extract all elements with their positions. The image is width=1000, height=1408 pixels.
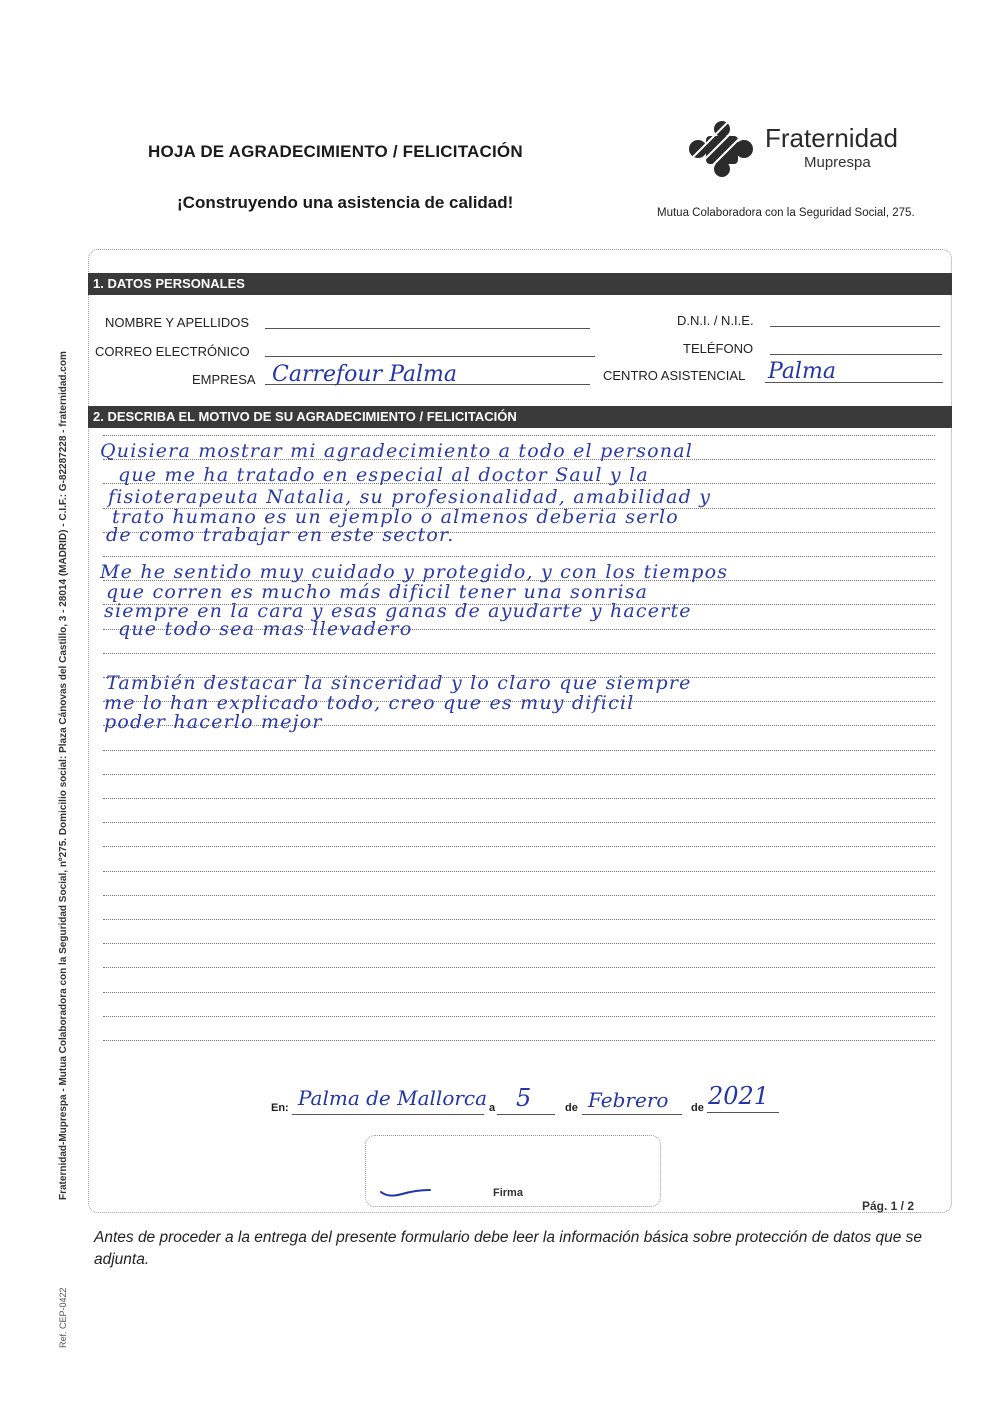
company-value: Carrefour Palma bbox=[272, 362, 458, 387]
month-value: Febrero bbox=[588, 1088, 669, 1112]
message-line: siempre en la cara y esas ganas de ayudarte y hacerte bbox=[104, 600, 692, 622]
writing-line bbox=[103, 556, 935, 557]
writing-line bbox=[103, 871, 935, 872]
side-reference: Ref. CEP-0422 bbox=[58, 1287, 68, 1348]
writing-line bbox=[103, 822, 935, 823]
center-label: CENTRO ASISTENCIAL bbox=[603, 368, 746, 383]
email-label: CORREO ELECTRÓNICO bbox=[95, 344, 250, 359]
place-value: Palma de Mallorca bbox=[298, 1086, 488, 1110]
message-line: Me he sentido muy cuidado y protegido, y con los tiempos bbox=[100, 561, 729, 583]
company-label: EMPRESA bbox=[192, 372, 256, 387]
data-protection-notice: Antes de proceder a la entrega del presente formulario debe leer la información básica sobre protección de datos que se adjunta. bbox=[94, 1229, 923, 1268]
writing-line bbox=[103, 943, 935, 944]
email-field[interactable] bbox=[265, 356, 595, 357]
year-field[interactable] bbox=[707, 1112, 779, 1113]
message-line: trato humano es un ejemplo o almenos deberia serlo bbox=[112, 506, 679, 528]
dni-field[interactable] bbox=[770, 326, 940, 327]
message-line: de como trabajar en este sector. bbox=[106, 524, 455, 546]
writing-line bbox=[103, 1040, 935, 1041]
document-subtitle: ¡Construyendo una asistencia de calidad! bbox=[177, 193, 514, 212]
writing-line bbox=[103, 774, 935, 775]
message-line: También destacar la sinceridad y lo claro que siempre bbox=[106, 672, 692, 694]
de-label-2: de bbox=[691, 1102, 704, 1114]
de-label-1: de bbox=[565, 1102, 578, 1114]
logo-sub: Muprespa bbox=[804, 154, 871, 171]
document-title: HOJA DE AGRADECIMIENTO / FELICITACIÓN bbox=[148, 142, 523, 161]
fraternidad-logo-icon bbox=[686, 120, 756, 178]
place-field[interactable] bbox=[292, 1114, 484, 1115]
writing-line bbox=[103, 653, 935, 654]
message-line: me lo han explicado todo, creo que es muy dificil bbox=[104, 692, 635, 714]
writing-line bbox=[103, 798, 935, 799]
place-label: En: bbox=[271, 1102, 289, 1114]
writing-line bbox=[103, 967, 935, 968]
month-field[interactable] bbox=[582, 1114, 682, 1115]
writing-line bbox=[103, 895, 935, 896]
mutua-text: Mutua Colaboradora con la Seguridad Social, 275. bbox=[657, 207, 915, 219]
name-label: NOMBRE Y APELLIDOS bbox=[105, 315, 250, 330]
message-line: Quisiera mostrar mi agradecimiento a todo el personal bbox=[100, 440, 693, 462]
writing-line bbox=[103, 1016, 935, 1017]
name-field[interactable] bbox=[265, 328, 590, 329]
writing-line bbox=[103, 992, 935, 993]
message-line: que todo sea mas llevadero bbox=[118, 618, 413, 640]
message-line: fisioterapeuta Natalia, su profesionalidad, amabilidad y bbox=[108, 486, 712, 508]
signature-label: Firma bbox=[493, 1187, 523, 1199]
signature-stroke-icon bbox=[378, 1180, 438, 1200]
phone-label: TELÉFONO bbox=[683, 341, 754, 356]
writing-line bbox=[103, 919, 935, 920]
day-field[interactable] bbox=[497, 1114, 555, 1115]
side-legal-text: Fraternidad-Muprespa - Mutua Colaboradora con la Seguridad Social, nº275. Domicilio social: Plaza Cánovas del Castillo, 3 - 28014 (MADRID) - C.I.F.: G-82287228 - fraternidad.com bbox=[58, 351, 69, 1200]
logo-name: Fraternidad bbox=[765, 123, 898, 153]
section-1-heading: 1. DATOS PERSONALES bbox=[88, 273, 952, 295]
center-value: Palma bbox=[768, 359, 836, 384]
writing-line bbox=[103, 750, 935, 751]
section-2-heading: 2. DESCRIBA EL MOTIVO DE SU AGRADECIMIENTO / FELICITACIÓN bbox=[88, 406, 952, 428]
phone-field[interactable] bbox=[770, 354, 942, 355]
day-value: 5 bbox=[516, 1084, 532, 1112]
year-value: 2021 bbox=[708, 1082, 770, 1110]
writing-line bbox=[103, 435, 935, 436]
message-line: que corren es mucho más dificil tener una sonrisa bbox=[106, 581, 649, 603]
message-line: poder hacerlo mejor bbox=[104, 711, 323, 733]
a-label: a bbox=[489, 1102, 496, 1114]
page-number: Pág. 1 / 2 bbox=[862, 1199, 915, 1213]
message-line: que me ha tratado en especial al doctor Saul y la bbox=[118, 464, 649, 486]
dni-label: D.N.I. / N.I.E. bbox=[677, 313, 754, 328]
writing-line bbox=[103, 846, 935, 847]
